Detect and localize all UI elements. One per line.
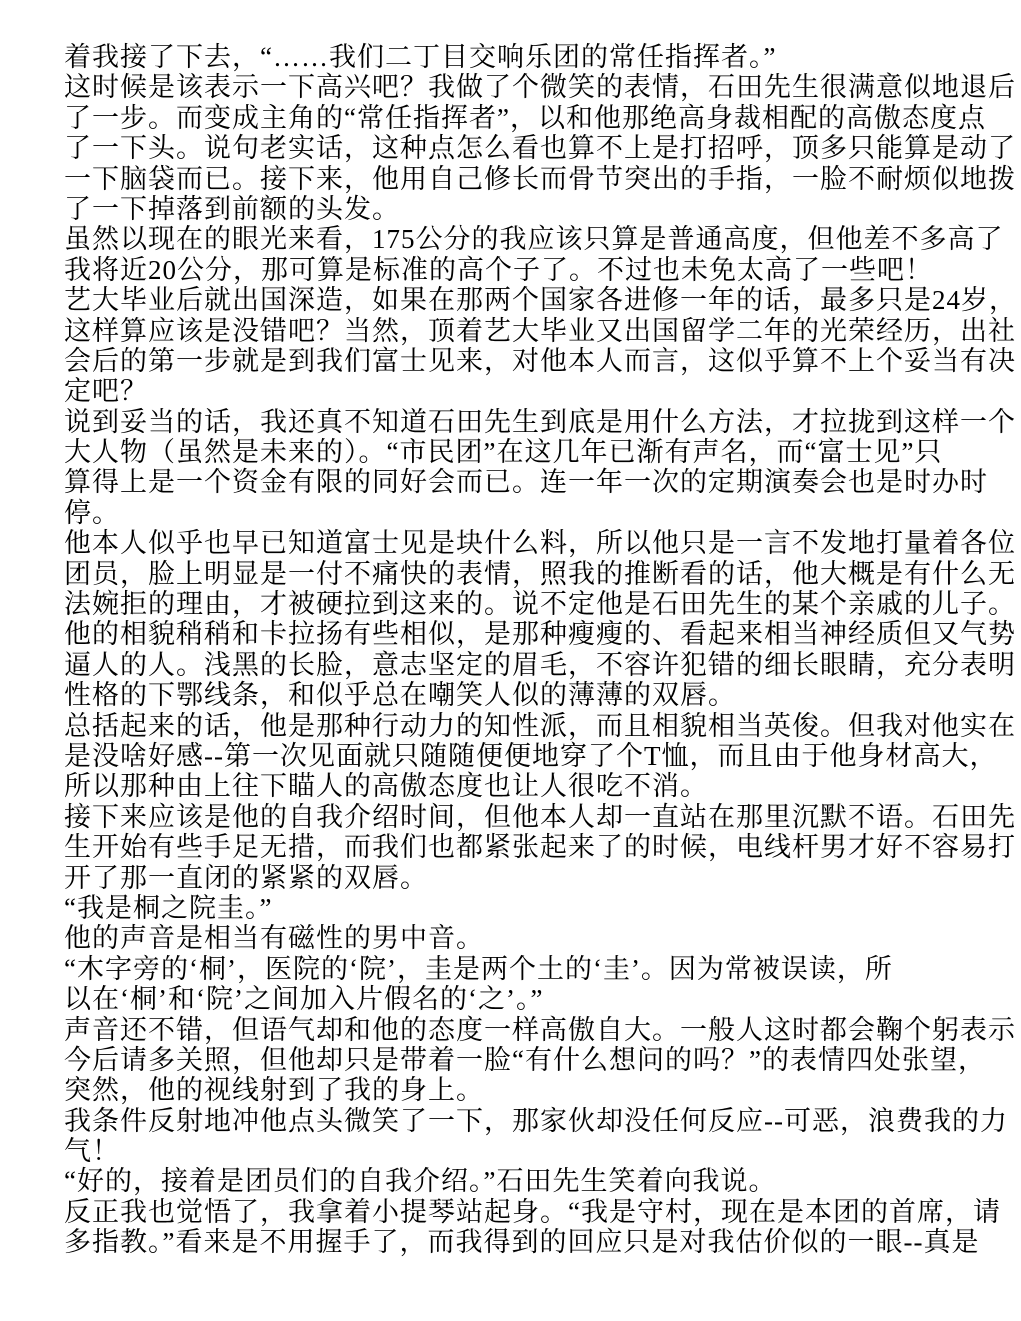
text-line: “木字旁的‘桐’，医院的‘院’，圭是两个土的‘圭’。因为常被误读，所 [64,953,893,984]
text-line: 停。 [64,497,120,528]
text-line: 我条件反射地冲他点头微笑了一下，那家伙却没任何反应--可恶，浪费我的力 [64,1105,1008,1136]
text-line: 突然，他的视线射到了我的身上。 [64,1075,484,1106]
text-line: 接下来应该是他的自我介绍时间，但他本人却一直站在那里沉默不语。石田先 [64,801,1016,832]
text-line: 他的声音是相当有磁性的男中音。 [64,923,484,954]
text-line: 了一下掉落到前额的头发。 [64,193,400,224]
text-line: 他本人似乎也早已知道富士见是块什么料，所以他只是一言不发地打量着各位 [64,528,1016,559]
text-line: 他的相貌稍稍和卡拉扬有些相似，是那种瘦瘦的、看起来相当神经质但又气势 [64,619,1016,650]
text-line: 会后的第一步就是到我们富士见来，对他本人而言，这似乎算不上个妥当有决 [64,345,1016,376]
text-line: 这样算应该是没错吧？当然，顶着艺大毕业又出国留学二年的光荣经历，出社 [64,315,1016,346]
text-line: 说到妥当的话，我还真不知道石田先生到底是用什么方法，才拉拢到这样一个 [64,406,1016,437]
text-line: 了一下头。说句老实话，这种点怎么看也算不上是打招呼，顶多只能算是动了 [64,133,1016,164]
text-line: 今后请多关照，但他却只是带着一脸“有什么想问的吗？”的表情四处张望， [64,1044,986,1075]
body-text [64,42,1017,1258]
text-line: 开了那一直闭的紧紧的双唇。 [64,862,428,893]
text-line: 算得上是一个资金有限的同好会而已。连一年一次的定期演奏会也是时办时 [64,467,988,498]
text-line: “好的，接着是团员们的自我介绍。”石田先生笑着向我说。 [64,1166,777,1197]
text-line: 以在‘桐’和‘院’之间加入片假名的‘之’。” [64,984,544,1015]
text-line: 我将近20公分，那可算是标准的高个子了。不过也未免太高了一些吧！ [64,254,933,285]
text-line: 反正我也觉悟了，我拿着小提琴站起身。“我是守村，现在是本团的首席，请 [64,1196,1001,1227]
text-line: 虽然以现在的眼光来看，175公分的我应该只算是普通高度，但他差不多高了 [64,224,1004,255]
text-line: 大人物（虽然是未来的）。“市民团”在这几年已渐有声名，而“富士见”只 [64,437,943,468]
text-line: 这时候是该表示一下高兴吧？我做了个微笑的表情，石田先生很满意似地退后 [64,72,1016,103]
text-line: 法婉拒的理由，才被硬拉到这来的。说不定他是石田先生的某个亲戚的儿子。 [64,589,1016,620]
text-line: 是没啥好感--第一次见面就只随随便便地穿了个T恤，而且由于他身材高大， [64,740,998,771]
text-line: 着我接了下去，“……我们二丁目交响乐团的常任指挥者。” [64,42,777,72]
text-line: 定吧？ [64,376,148,407]
text-line: 团员，脸上明显是一付不痛快的表情，照我的推断看的话，他大概是有什么无 [64,558,1016,589]
text-line: 声音还不错，但语气却和他的态度一样高傲自大。一般人这时都会鞠个躬表示 [64,1014,1016,1045]
text-line: 生开始有些手足无措，而我们也都紧张起来了的时候，电线杆男才好不容易打 [64,832,1016,863]
text-line: “我是桐之院圭。” [64,892,273,923]
text-line: 所以那种由上往下瞄人的高傲态度也让人很吃不消。 [64,771,708,802]
text-line: 性格的下鄂线条，和似乎总在嘲笑人似的薄薄的双唇。 [64,680,736,711]
text-line: 总括起来的话，他是那种行动力的知性派，而且相貌相当英俊。但我对他实在 [64,710,1016,741]
text-line: 艺大毕业后就出国深造，如果在那两个国家各进修一年的话，最多只是24岁， [64,285,1017,316]
text-line: 逼人的人。浅黑的长脸，意志坚定的眉毛，不容许犯错的细长眼睛，充分表明 [64,649,1016,680]
text-line: 多指教。”看来是不用握手了，而我得到的回应只是对我估价似的一眼--真是 [64,1227,980,1258]
text-line: 气！ [64,1136,120,1167]
text-line: 了一步。而变成主角的“常任指挥者”，以和他那绝高身裁相配的高傲态度点 [64,102,986,133]
text-line: 一下脑袋而已。接下来，他用自己修长而骨节突出的手指，一脸不耐烦似地拨 [64,163,1016,194]
